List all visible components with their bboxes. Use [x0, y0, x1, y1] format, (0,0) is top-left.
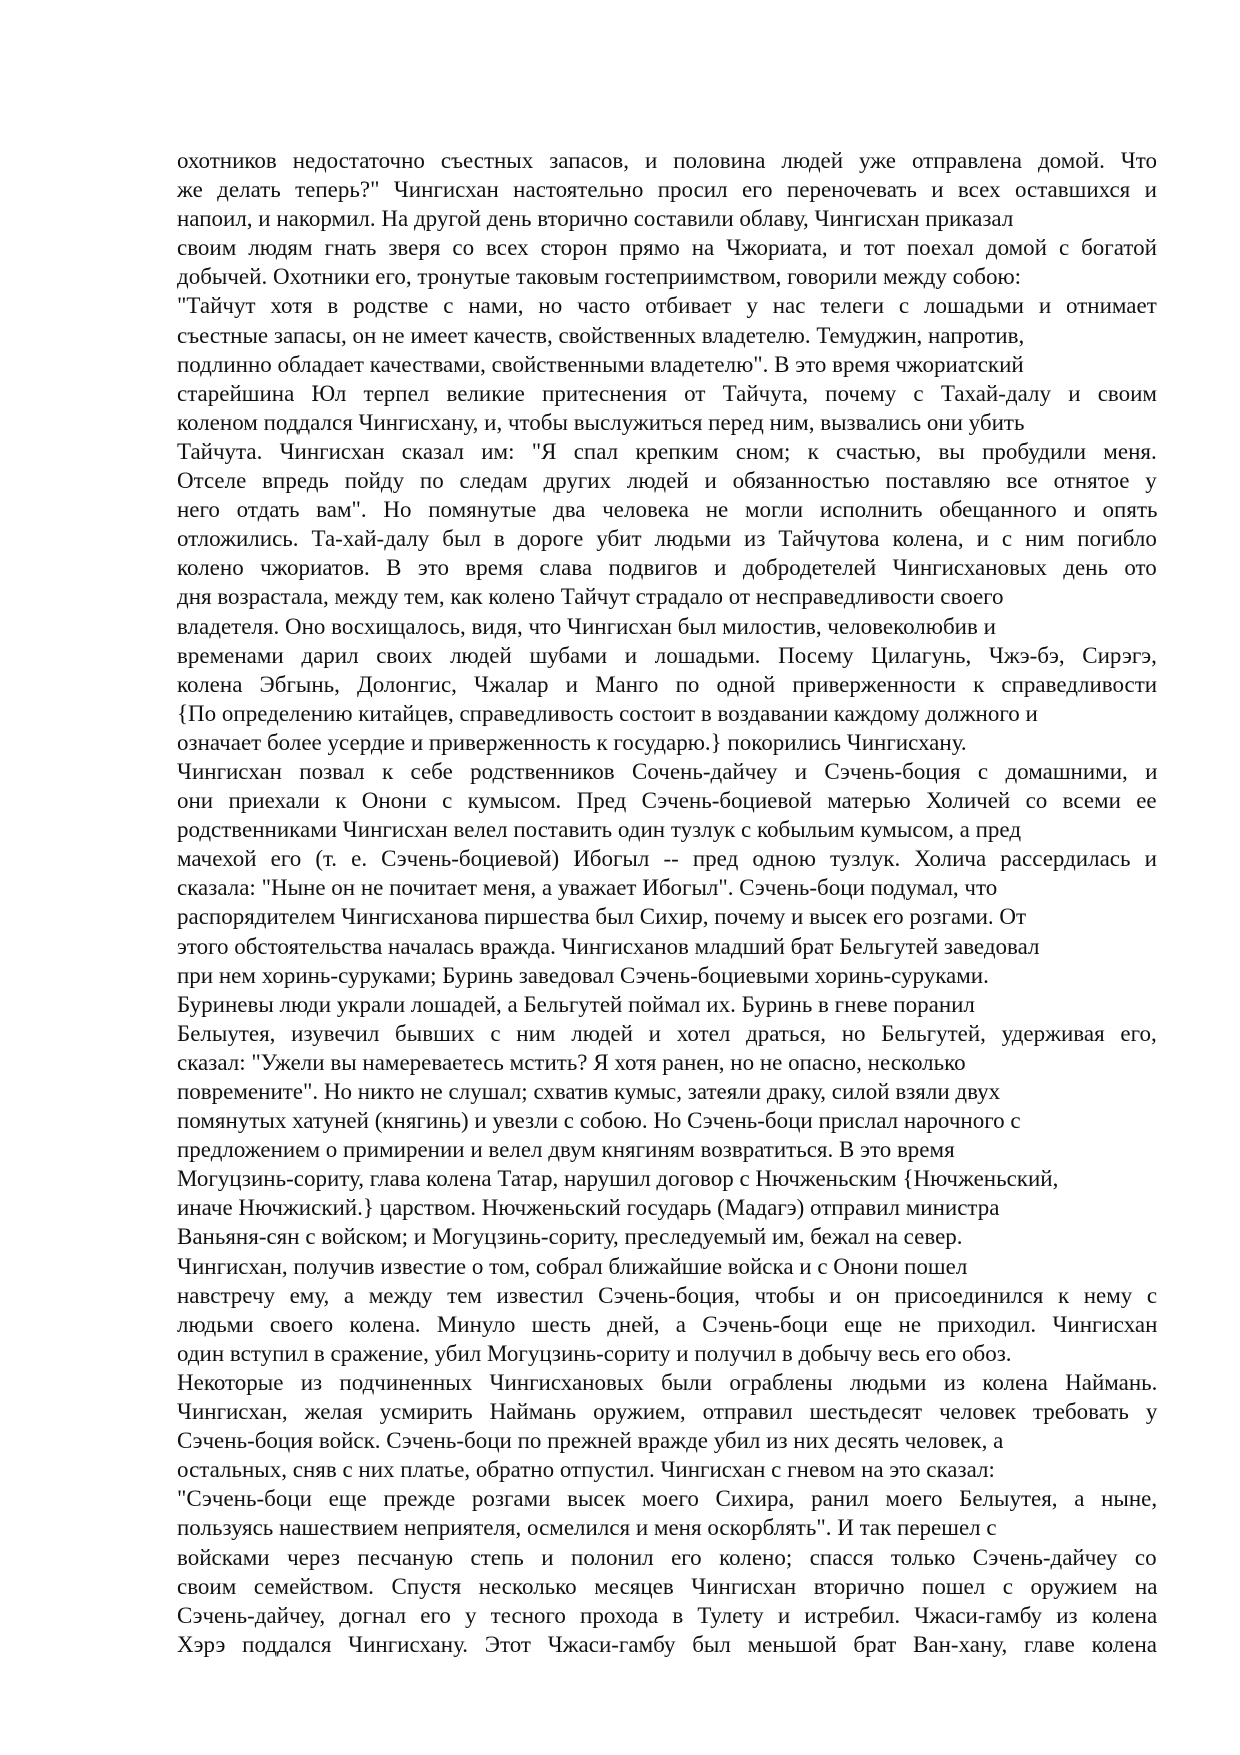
text-line: добычей. Охотники его, тронутые таковым гостеприимством, говорили между собою:: [177, 264, 1022, 290]
text-line: Сэчень-боция войск. Сэчень-боци по прежней вражде убил из них десять человек, а: [177, 1428, 1004, 1454]
text-line: Чингисхан, получив известие о том, собрал ближайшие войска и с Онони пошел: [177, 1253, 968, 1279]
text-line: они приехали к Онони с кумысом. Пред Сэчень-боциевой матерью Холичей со всеми ее: [177, 788, 1157, 814]
text-line: Отселе впредь пойду по следам других людей и обязанностью поставляю все отнятое у: [177, 468, 1157, 494]
text-line: старейшина Юл терпел великие притеснения от Тайчута, почему с Тахай-далу и своим: [177, 380, 1157, 406]
text-line: охотников недостаточно съестных запасов, и половина людей уже отправлена домой. Что: [177, 148, 1157, 173]
text-line: напоил, и накормил. На другой день вторично составили облаву, Чингисхан приказал: [177, 206, 1014, 232]
text-line: колено чжориатов. В это время слава подвигов и добродетелей Чингисхановых день ото: [177, 555, 1157, 581]
text-line: "Сэчень-боци еще прежде розгами высек моего Сихира, ранил моего Белыутея, а ныне,: [177, 1486, 1158, 1512]
text-line: войсками через песчаную степь и полонил его колено; спасся только Сэчень-дайчеу со: [177, 1544, 1157, 1570]
text-line: Могуцзинь-сориту, глава колена Татар, нарушил договор с Нючженьским {Нючженьский,: [177, 1166, 1059, 1192]
text-line: него отдать вам". Но помянутые два человека не могли исполнить обещанного и опять: [177, 497, 1158, 523]
text-line: остальных, сняв с них платье, обратно отпустил. Чингисхан с гневом на это сказал:: [177, 1457, 995, 1483]
text-line: Сэчень-дайчеу, догнал его у тесного прохода в Тулету и истребил. Чжаси-гамбу из колена: [177, 1602, 1158, 1628]
text-line: означает более усердие и приверженность к государю.} покорились Чингисхану.: [177, 729, 967, 755]
document-page: [177, 146, 1157, 1659]
text-line: "Тайчут хотя в родстве с нами, но часто отбивает у нас телеги с лошадьми и отнимает: [177, 293, 1157, 319]
text-line: своим семейством. Спустя несколько месяцев Чингисхан вторично пошел с оружием на: [177, 1573, 1158, 1599]
text-line: {По определению китайцев, справедливость состоит в воздавании каждому должного и: [177, 700, 1038, 726]
text-line: Буриневы люди украли лошадей, а Бельгутей поймал их. Буринь в гневе поранил: [177, 991, 975, 1017]
text-line: родственниками Чингисхан велел поставить один тузлук с кобыльим кумысом, а пред: [177, 817, 1022, 843]
text-line: мачехой его (т. е. Сэчень-боциевой) Ибогыл -- пред одною тузлук. Холича рассердилась и: [177, 846, 1157, 872]
text-line: Некоторые из подчиненных Чингисхановых были ограблены людьми из колена Наймань.: [177, 1369, 1158, 1395]
text-line: Белыутея, изувечил бывших с ним людей и хотел драться, но Бельгутей, удерживая его,: [177, 1020, 1157, 1046]
text-line: помянутых хатуней (княгинь) и увезли с собою. Но Сэчень-боци прислал нарочного с: [177, 1108, 1021, 1134]
text-line: повремените". Но никто не слушал; схватив кумыс, затеяли драку, силой взяли двух: [177, 1079, 1001, 1104]
text-line: один вступил в сражение, убил Могуцзинь-сориту и получил в добычу весь его обоз.: [177, 1340, 1012, 1366]
text-line: же делать теперь?" Чингисхан настоятельно просил его переночевать и всех оставшихся и: [177, 177, 1157, 203]
text-line: Тайчута. Чингисхан сказал им: "Я спал крепким сном; к счастью, вы пробудили меня.: [177, 438, 1157, 464]
text-line: временами дарил своих людей шубами и лошадьми. Посему Цилагунь, Чжэ-бэ, Сирэгэ,: [177, 642, 1157, 668]
text-line: Хэрэ поддался Чингисхану. Этот Чжаси-гамбу был меньшой брат Ван-хану, главе колена: [177, 1631, 1158, 1657]
text-line: владетеля. Оно восхищалось, видя, что Чингисхан был милостив, человеколюбив и: [177, 613, 996, 639]
text-line: Ваньяня-сян с войском; и Могуцзинь-сориту, преследуемый им, бежал на север.: [177, 1224, 963, 1250]
text-line: коленом поддался Чингисхану, и, чтобы выслужиться перед ним, вызвались они убить: [177, 409, 1025, 435]
text-line: колена Эбгынь, Долонгис, Чжалар и Манго по одной приверженности к справедливости: [177, 671, 1158, 697]
text-line: дня возрастала, между тем, как колено Тайчут страдало от несправедливости своего: [177, 584, 1004, 610]
text-line: распорядителем Чингисханова пиршества был Сихир, почему и высек его розгами. От: [177, 904, 1027, 930]
text-line: этого обстоятельства началась вражда. Чингисханов младший брат Бельгутей заведовал: [177, 933, 1040, 959]
text-line: при нем хоринь-суруками; Буринь заведовал Сэчень-боциевыми хоринь-суруками.: [177, 962, 989, 988]
text-line: съестные запасы, он не имеет качеств, свойственных владетелю. Темуджин, напротив,: [177, 322, 1025, 348]
text-line: предложением о примирении и велел двум княгиням возвратиться. В это время: [177, 1137, 955, 1163]
text-line: иначе Нючжиский.} царством. Нючженьский государь (Мадагэ) отправил министра: [177, 1195, 1000, 1221]
text-line: пользуясь нашествием неприятеля, осмелился и меня оскорблять". И так перешел с: [177, 1515, 997, 1541]
text-line: навстречу ему, а между тем известил Сэчень-боция, чтобы и он присоединился к нему с: [177, 1282, 1158, 1308]
text-line: подлинно обладает качествами, свойственными владетелю". В это время чжориатский: [177, 351, 1024, 377]
text-line: отложились. Та-хай-далу был в дороге убит людьми из Тайчутова колена, и с ним погибло: [177, 526, 1157, 552]
text-line: людьми своего колена. Минуло шесть дней, а Сэчень-боци еще не приходил. Чингисхан: [177, 1311, 1158, 1337]
text-line: Чингисхан, желая усмирить Наймань оружием, отправил шестьдесят человек требовать у: [177, 1399, 1158, 1425]
text-line: сказал: "Ужели вы намереваетесь мстить? Я хотя ранен, но не опасно, несколько: [177, 1049, 966, 1075]
text-line: сказала: "Ныне он не почитает меня, а уважает Ибогыл". Сэчень-боци подумал, что: [177, 875, 998, 901]
text-line: Чингисхан позвал к себе родственников Сочень-дайчеу и Сэчень-боция с домашними, и: [177, 758, 1158, 784]
text-line: своим людям гнать зверя со всех сторон прямо на Чжориата, и тот поехал домой с богатой: [177, 235, 1157, 261]
